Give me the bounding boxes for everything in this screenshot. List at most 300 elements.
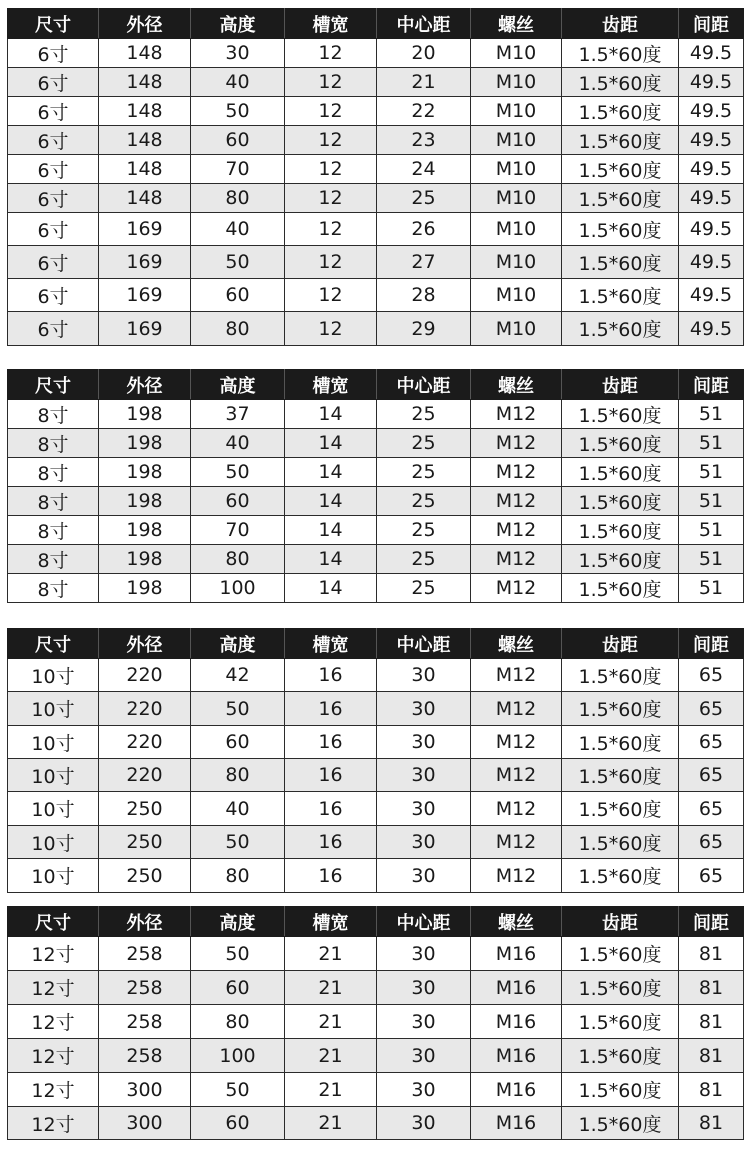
table-cell: 169 (99, 279, 191, 312)
table-cell: 80 (191, 759, 285, 792)
table-cell: 12 (285, 155, 377, 184)
column-header: 外径 (99, 629, 191, 659)
table-cell: 51 (679, 429, 744, 458)
table-cell: 1.5*60度 (562, 937, 679, 971)
table-cell: 14 (285, 545, 377, 574)
table-cell: 80 (191, 545, 285, 574)
table-row (8, 1039, 744, 1073)
table-cell: 81 (679, 937, 744, 971)
table-cell: M12 (471, 516, 562, 545)
table-cell: 81 (679, 971, 744, 1005)
table-cell: 16 (285, 859, 377, 893)
table-row (8, 279, 744, 312)
table-cell: 50 (191, 692, 285, 726)
table-cell: 25 (377, 487, 471, 516)
table-cell: 14 (285, 400, 377, 429)
table-cell: 12 (285, 184, 377, 213)
table-cell: 49.5 (679, 68, 744, 97)
table-row (8, 1073, 744, 1107)
table-cell: 6寸 (8, 312, 99, 346)
table-cell: 8寸 (8, 458, 99, 487)
table-cell: 60 (191, 126, 285, 155)
table-cell: M10 (471, 279, 562, 312)
table-cell: M12 (471, 859, 562, 893)
table-cell: 10寸 (8, 792, 99, 826)
table-cell: 49.5 (679, 97, 744, 126)
table-cell: 1.5*60度 (562, 692, 679, 726)
table-cell: 6寸 (8, 213, 99, 246)
table-cell: 12寸 (8, 971, 99, 1005)
table-cell: 60 (191, 726, 285, 759)
table-cell: 169 (99, 312, 191, 346)
table-cell: 12 (285, 39, 377, 68)
table-cell: M12 (471, 759, 562, 792)
table-cell: 24 (377, 155, 471, 184)
table-header-row (8, 9, 744, 39)
table-cell: 258 (99, 937, 191, 971)
table-cell: 49.5 (679, 39, 744, 68)
table-cell: 49.5 (679, 126, 744, 155)
table-cell: 12 (285, 213, 377, 246)
column-header: 齿距 (562, 629, 679, 659)
table-cell: M12 (471, 400, 562, 429)
table-cell: 1.5*60度 (562, 246, 679, 279)
table-cell: 1.5*60度 (562, 458, 679, 487)
table-cell: 80 (191, 312, 285, 346)
table-cell: 30 (377, 759, 471, 792)
table-cell: 30 (377, 692, 471, 726)
table-cell: 30 (377, 1107, 471, 1140)
table-cell: 51 (679, 458, 744, 487)
table-cell: 21 (377, 68, 471, 97)
table-cell: 65 (679, 792, 744, 826)
table-cell: 65 (679, 859, 744, 893)
table-cell: 30 (377, 659, 471, 692)
table-cell: M10 (471, 68, 562, 97)
table-row (8, 487, 744, 516)
table-cell: 50 (191, 97, 285, 126)
table-cell: 28 (377, 279, 471, 312)
table-cell: 8寸 (8, 516, 99, 545)
table-cell: M12 (471, 659, 562, 692)
column-header: 外径 (99, 907, 191, 937)
table-cell: 300 (99, 1073, 191, 1107)
table-cell: 50 (191, 826, 285, 859)
table-cell: 258 (99, 1005, 191, 1039)
table-cell: M10 (471, 126, 562, 155)
table-row (8, 971, 744, 1005)
table-row (8, 692, 744, 726)
table-cell: 30 (377, 971, 471, 1005)
table-row (8, 759, 744, 792)
table-cell: 14 (285, 574, 377, 603)
table-cell: 27 (377, 246, 471, 279)
table-cell: 1.5*60度 (562, 516, 679, 545)
table-cell: 60 (191, 971, 285, 1005)
table-cell: 148 (99, 126, 191, 155)
column-header: 外径 (99, 9, 191, 39)
column-header: 尺寸 (8, 9, 99, 39)
table-row (8, 68, 744, 97)
table-cell: 148 (99, 184, 191, 213)
table-cell: 220 (99, 692, 191, 726)
table-cell: 10寸 (8, 692, 99, 726)
table-cell: M10 (471, 184, 562, 213)
table-cell: 8寸 (8, 400, 99, 429)
column-header: 槽宽 (285, 907, 377, 937)
table-cell: 51 (679, 400, 744, 429)
table-cell: 30 (377, 792, 471, 826)
table-cell: 51 (679, 545, 744, 574)
table-cell: 6寸 (8, 68, 99, 97)
table-cell: 25 (377, 400, 471, 429)
table-cell: 1.5*60度 (562, 39, 679, 68)
table-cell: M12 (471, 692, 562, 726)
table-cell: M12 (471, 792, 562, 826)
table-cell: 8寸 (8, 487, 99, 516)
table-row (8, 184, 744, 213)
table-cell: 30 (191, 39, 285, 68)
table-cell: 65 (679, 692, 744, 726)
table-cell: 16 (285, 759, 377, 792)
table-cell: 81 (679, 1073, 744, 1107)
table-cell: M12 (471, 826, 562, 859)
table-row (8, 859, 744, 893)
table-cell: 30 (377, 726, 471, 759)
table-cell: 50 (191, 458, 285, 487)
table-cell: 1.5*60度 (562, 826, 679, 859)
table-cell: 1.5*60度 (562, 184, 679, 213)
table-cell: 1.5*60度 (562, 971, 679, 1005)
table-row (8, 1005, 744, 1039)
table-cell: 1.5*60度 (562, 155, 679, 184)
table-cell: 60 (191, 279, 285, 312)
table-cell: M10 (471, 213, 562, 246)
table-cell: 12 (285, 68, 377, 97)
table-cell: M10 (471, 155, 562, 184)
table-cell: M16 (471, 1005, 562, 1039)
table-cell: 49.5 (679, 246, 744, 279)
table-cell: 51 (679, 574, 744, 603)
table-cell: 70 (191, 155, 285, 184)
table-header-row (8, 370, 744, 400)
table-cell: 37 (191, 400, 285, 429)
table-cell: 40 (191, 792, 285, 826)
table-cell: 6寸 (8, 97, 99, 126)
table-cell: 50 (191, 1073, 285, 1107)
table-cell: 16 (285, 826, 377, 859)
table-row (8, 458, 744, 487)
table-cell: 22 (377, 97, 471, 126)
table-cell: 12 (285, 97, 377, 126)
table-cell: 70 (191, 516, 285, 545)
table-body (8, 39, 744, 346)
table-cell: M12 (471, 574, 562, 603)
table-row (8, 155, 744, 184)
table-cell: 40 (191, 429, 285, 458)
table-cell: 60 (191, 487, 285, 516)
table-row (8, 659, 744, 692)
table-cell: 81 (679, 1005, 744, 1039)
table-row (8, 545, 744, 574)
column-header: 尺寸 (8, 907, 99, 937)
table-cell: 14 (285, 516, 377, 545)
column-header: 尺寸 (8, 629, 99, 659)
column-header: 间距 (679, 370, 744, 400)
table-cell: 169 (99, 213, 191, 246)
column-header: 中心距 (377, 370, 471, 400)
table-cell: 20 (377, 39, 471, 68)
table-cell: M10 (471, 246, 562, 279)
table-cell: 65 (679, 826, 744, 859)
table-cell: 14 (285, 429, 377, 458)
table-cell: 1.5*60度 (562, 487, 679, 516)
column-header: 间距 (679, 907, 744, 937)
table-row (8, 213, 744, 246)
column-header: 齿距 (562, 907, 679, 937)
table-cell: 198 (99, 429, 191, 458)
table-row (8, 39, 744, 68)
table-cell: 25 (377, 184, 471, 213)
table-cell: 16 (285, 792, 377, 826)
table-cell: 51 (679, 487, 744, 516)
table-row (8, 126, 744, 155)
table-cell: 258 (99, 971, 191, 1005)
table-body (8, 937, 744, 1140)
table-cell: 1.5*60度 (562, 726, 679, 759)
table-cell: M12 (471, 545, 562, 574)
table-cell: 12 (285, 126, 377, 155)
table-cell: 21 (285, 1005, 377, 1039)
table-cell: 16 (285, 692, 377, 726)
table-cell: 100 (191, 1039, 285, 1073)
table-row (8, 246, 744, 279)
table-cell: 6寸 (8, 155, 99, 184)
table-cell: 148 (99, 97, 191, 126)
table-cell: 6寸 (8, 126, 99, 155)
column-header: 槽宽 (285, 370, 377, 400)
table-cell: 220 (99, 759, 191, 792)
column-header: 高度 (191, 907, 285, 937)
table-cell: 169 (99, 246, 191, 279)
table-cell: 148 (99, 68, 191, 97)
table-row (8, 792, 744, 826)
table-cell: 16 (285, 659, 377, 692)
table-cell: 21 (285, 971, 377, 1005)
table-cell: 6寸 (8, 279, 99, 312)
table-cell: 65 (679, 759, 744, 792)
table-cell: 12 (285, 279, 377, 312)
table-cell: 12寸 (8, 1073, 99, 1107)
column-header: 齿距 (562, 9, 679, 39)
table-cell: 50 (191, 937, 285, 971)
table-cell: 51 (679, 516, 744, 545)
table-cell: 10寸 (8, 759, 99, 792)
spec-table-10-inch (7, 628, 744, 893)
table-cell: 10寸 (8, 659, 99, 692)
table-cell: M16 (471, 1073, 562, 1107)
table-cell: 10寸 (8, 859, 99, 893)
table-cell: 42 (191, 659, 285, 692)
table-cell: 21 (285, 1039, 377, 1073)
table-cell: 25 (377, 516, 471, 545)
table-row (8, 1107, 744, 1140)
table-cell: 25 (377, 574, 471, 603)
table-cell: M12 (471, 487, 562, 516)
table-cell: 10寸 (8, 826, 99, 859)
table-cell: 30 (377, 1073, 471, 1107)
table-cell: 12寸 (8, 1039, 99, 1073)
spec-table-6-inch (7, 8, 744, 346)
column-header: 中心距 (377, 629, 471, 659)
table-cell: 14 (285, 487, 377, 516)
table-cell: 148 (99, 39, 191, 68)
table-cell: 23 (377, 126, 471, 155)
table-row (8, 312, 744, 346)
table-cell: 80 (191, 859, 285, 893)
table-cell: 14 (285, 458, 377, 487)
column-header: 间距 (679, 629, 744, 659)
table-cell: 12 (285, 246, 377, 279)
table-cell: 49.5 (679, 155, 744, 184)
table-cell: 198 (99, 545, 191, 574)
table-cell: 1.5*60度 (562, 126, 679, 155)
table-cell: 1.5*60度 (562, 1005, 679, 1039)
table-cell: 258 (99, 1039, 191, 1073)
column-header: 中心距 (377, 9, 471, 39)
table-cell: 300 (99, 1107, 191, 1140)
table-row (8, 516, 744, 545)
column-header: 槽宽 (285, 629, 377, 659)
column-header: 尺寸 (8, 370, 99, 400)
spec-table-8-inch (7, 369, 744, 603)
column-header: 螺丝 (471, 907, 562, 937)
table-cell: 1.5*60度 (562, 429, 679, 458)
table-cell: 8寸 (8, 429, 99, 458)
table-header-row (8, 907, 744, 937)
table-row (8, 937, 744, 971)
table-cell: 1.5*60度 (562, 545, 679, 574)
table-cell: 60 (191, 1107, 285, 1140)
table-cell: 6寸 (8, 184, 99, 213)
table-cell: 1.5*60度 (562, 279, 679, 312)
table-cell: 25 (377, 545, 471, 574)
table-cell: 40 (191, 213, 285, 246)
table-cell: 40 (191, 68, 285, 97)
table-cell: 1.5*60度 (562, 1073, 679, 1107)
table-cell: 100 (191, 574, 285, 603)
table-cell: M16 (471, 1039, 562, 1073)
table-cell: M16 (471, 1107, 562, 1140)
table-cell: 1.5*60度 (562, 859, 679, 893)
table-cell: 198 (99, 400, 191, 429)
table-cell: 26 (377, 213, 471, 246)
table-cell: 65 (679, 659, 744, 692)
table-cell: 21 (285, 1073, 377, 1107)
table-cell: 12寸 (8, 1107, 99, 1140)
table-cell: 1.5*60度 (562, 312, 679, 346)
table-body (8, 659, 744, 893)
table-cell: 30 (377, 1005, 471, 1039)
table-cell: 49.5 (679, 279, 744, 312)
table-cell: 30 (377, 826, 471, 859)
table-cell: 1.5*60度 (562, 97, 679, 126)
table-cell: 220 (99, 659, 191, 692)
table-cell: 50 (191, 246, 285, 279)
table-cell: M16 (471, 937, 562, 971)
table-cell: 198 (99, 516, 191, 545)
table-cell: 1.5*60度 (562, 1039, 679, 1073)
column-header: 槽宽 (285, 9, 377, 39)
table-cell: 49.5 (679, 312, 744, 346)
table-cell: 80 (191, 1005, 285, 1039)
table-cell: 30 (377, 937, 471, 971)
table-cell: 12寸 (8, 937, 99, 971)
column-header: 高度 (191, 370, 285, 400)
table-cell: 10寸 (8, 726, 99, 759)
table-cell: 1.5*60度 (562, 574, 679, 603)
table-row (8, 97, 744, 126)
column-header: 螺丝 (471, 629, 562, 659)
table-cell: 65 (679, 726, 744, 759)
table-cell: 8寸 (8, 574, 99, 603)
table-cell: 21 (285, 937, 377, 971)
column-header: 高度 (191, 629, 285, 659)
table-cell: M16 (471, 971, 562, 1005)
table-cell: 198 (99, 458, 191, 487)
table-cell: 6寸 (8, 246, 99, 279)
table-cell: 25 (377, 429, 471, 458)
table-cell: 21 (285, 1107, 377, 1140)
table-cell: 25 (377, 458, 471, 487)
column-header: 齿距 (562, 370, 679, 400)
table-cell: M12 (471, 726, 562, 759)
table-cell: 81 (679, 1039, 744, 1073)
table-cell: 29 (377, 312, 471, 346)
table-cell: 12 (285, 312, 377, 346)
column-header: 外径 (99, 370, 191, 400)
table-cell: 250 (99, 826, 191, 859)
table-cell: 1.5*60度 (562, 213, 679, 246)
table-cell: 1.5*60度 (562, 659, 679, 692)
column-header: 间距 (679, 9, 744, 39)
table-body (8, 400, 744, 603)
table-row (8, 400, 744, 429)
table-cell: 1.5*60度 (562, 1107, 679, 1140)
table-cell: 81 (679, 1107, 744, 1140)
column-header: 螺丝 (471, 370, 562, 400)
table-cell: 30 (377, 1039, 471, 1073)
column-header: 高度 (191, 9, 285, 39)
table-cell: M12 (471, 458, 562, 487)
table-cell: 30 (377, 859, 471, 893)
table-cell: 250 (99, 859, 191, 893)
table-cell: 1.5*60度 (562, 792, 679, 826)
table-cell: 198 (99, 487, 191, 516)
table-cell: M10 (471, 39, 562, 68)
table-cell: 198 (99, 574, 191, 603)
table-cell: 12寸 (8, 1005, 99, 1039)
table-row (8, 429, 744, 458)
table-row (8, 826, 744, 859)
table-cell: 8寸 (8, 545, 99, 574)
column-header: 螺丝 (471, 9, 562, 39)
table-cell: 49.5 (679, 213, 744, 246)
spec-table-12-inch (7, 906, 744, 1140)
table-cell: 250 (99, 792, 191, 826)
table-row (8, 574, 744, 603)
table-cell: 6寸 (8, 39, 99, 68)
